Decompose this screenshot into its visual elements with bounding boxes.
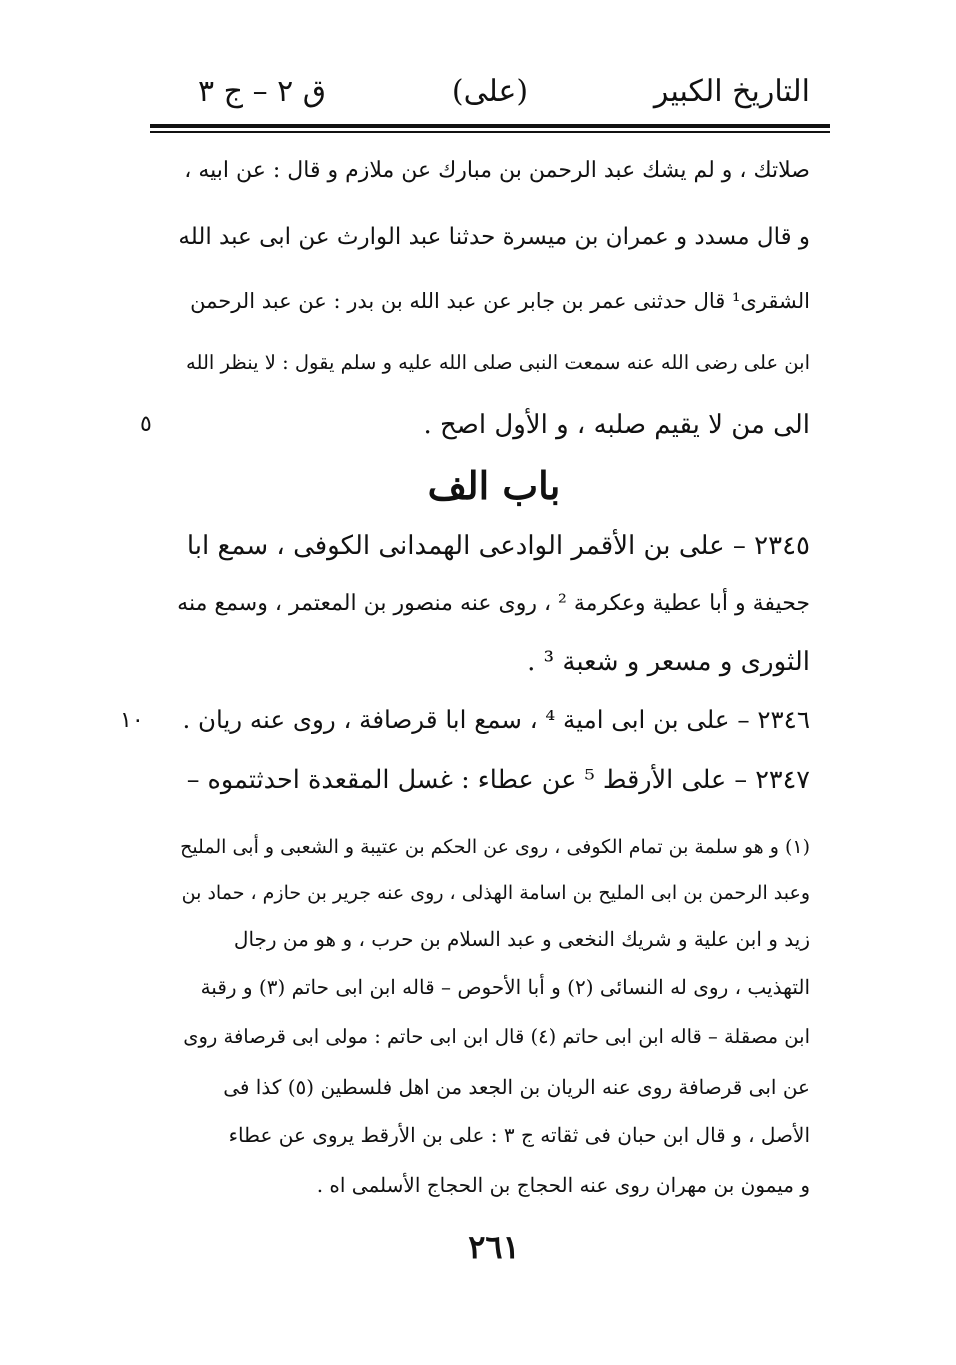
footnote-line: زيد و ابن علية و شريك النخعى و عبد السلام بن حرب ، و هو من رجال [233,927,810,951]
footnote-line: وعبد الرحمن بن ابى المليح بن اسامة الهذلى ، روى عنه جرير بن حازم ، حماد بن [181,882,810,904]
entry-line: جحيفة و أبا عطية وعكرمة ² ، روى عنه منصور بن المعتمر ، وسمع منه [177,591,810,616]
book-title: التاريخ الكبير [653,74,810,109]
volume-label: ق ٢ – ج ٣ [198,74,327,109]
section-title: باب الف [427,463,561,508]
entry-line: ٢٣٤٧ – على الأرقط ⁵ عن عطاء : غسل المقعدة احدثتموه – [186,765,810,795]
line-number-5: ٥ [140,412,152,437]
footnote-line: عن ابى قرصافة روى عنه الريان بن الجعد من اهل فلسطين (٥) كذا فى [223,1075,810,1099]
line-number-10: ١٠ [120,708,144,733]
page-number: ٢٦١ [468,1228,520,1266]
footnote-line: و ميمون بن مهران روى عنه الحجاج بن الحجاج الأسلمى اه . [316,1173,810,1197]
entry-line: ٢٣٤٥ – على بن الأقمر الوادعى الهمدانى الكوفى ، سمع ابا [186,531,810,561]
section-name: (على) [451,74,529,109]
body-line: الشقرى¹ قال حدثنى عمر بن جابر عن عبد الله بن بدر : عن عبد الرحمن [190,289,810,313]
footnote-line: التهذيب ، روى له النسائى (٢) و أبا الأحوص – قاله ابن ابى حاتم (٣) و رقبة [200,975,810,999]
header-rule-thin [150,131,830,133]
body-line: الى من لا يقيم صلبه ، و الأول اصح . [423,410,810,440]
entry-line: ٢٣٤٦ – على بن ابى امية ⁴ ، سمع ابا قرصافة ، روى عنه ريان . [182,705,810,734]
header-rule-thick [150,124,830,128]
body-line: و قال مسدد و عمران بن ميسرة حدثنا عبد الوارث عن ابى عبد الله [178,224,810,250]
entry-line: الثورى و مسعر و شعبة ³ . [527,647,810,677]
footnote-line: الأصل ، و قال ابن حبان فى ثقاته ج ٣ : على بن الأرقط يروى عن عطاء [228,1123,810,1147]
running-header [150,70,830,120]
body-line: صلاتك ، و لم يشك عبد الرحمن بن مبارك عن ملازم و قال : عن ابيه ، [184,158,810,183]
footnote-line: (١) و هو سلمة بن تمام الكوفى ، روى عن الحكم بن عتيبة و الشعبى و أبى المليح [180,836,810,858]
body-line: ابن على رضى الله عنه سمعت النبى صلى الله عليه و سلم يقول : لا ينظر الله [186,351,810,374]
footnote-line: ابن مصقلة – قاله ابن ابى حاتم (٤) قال ابن ابى حاتم : مولى ابى قرصافة روى [183,1025,810,1048]
